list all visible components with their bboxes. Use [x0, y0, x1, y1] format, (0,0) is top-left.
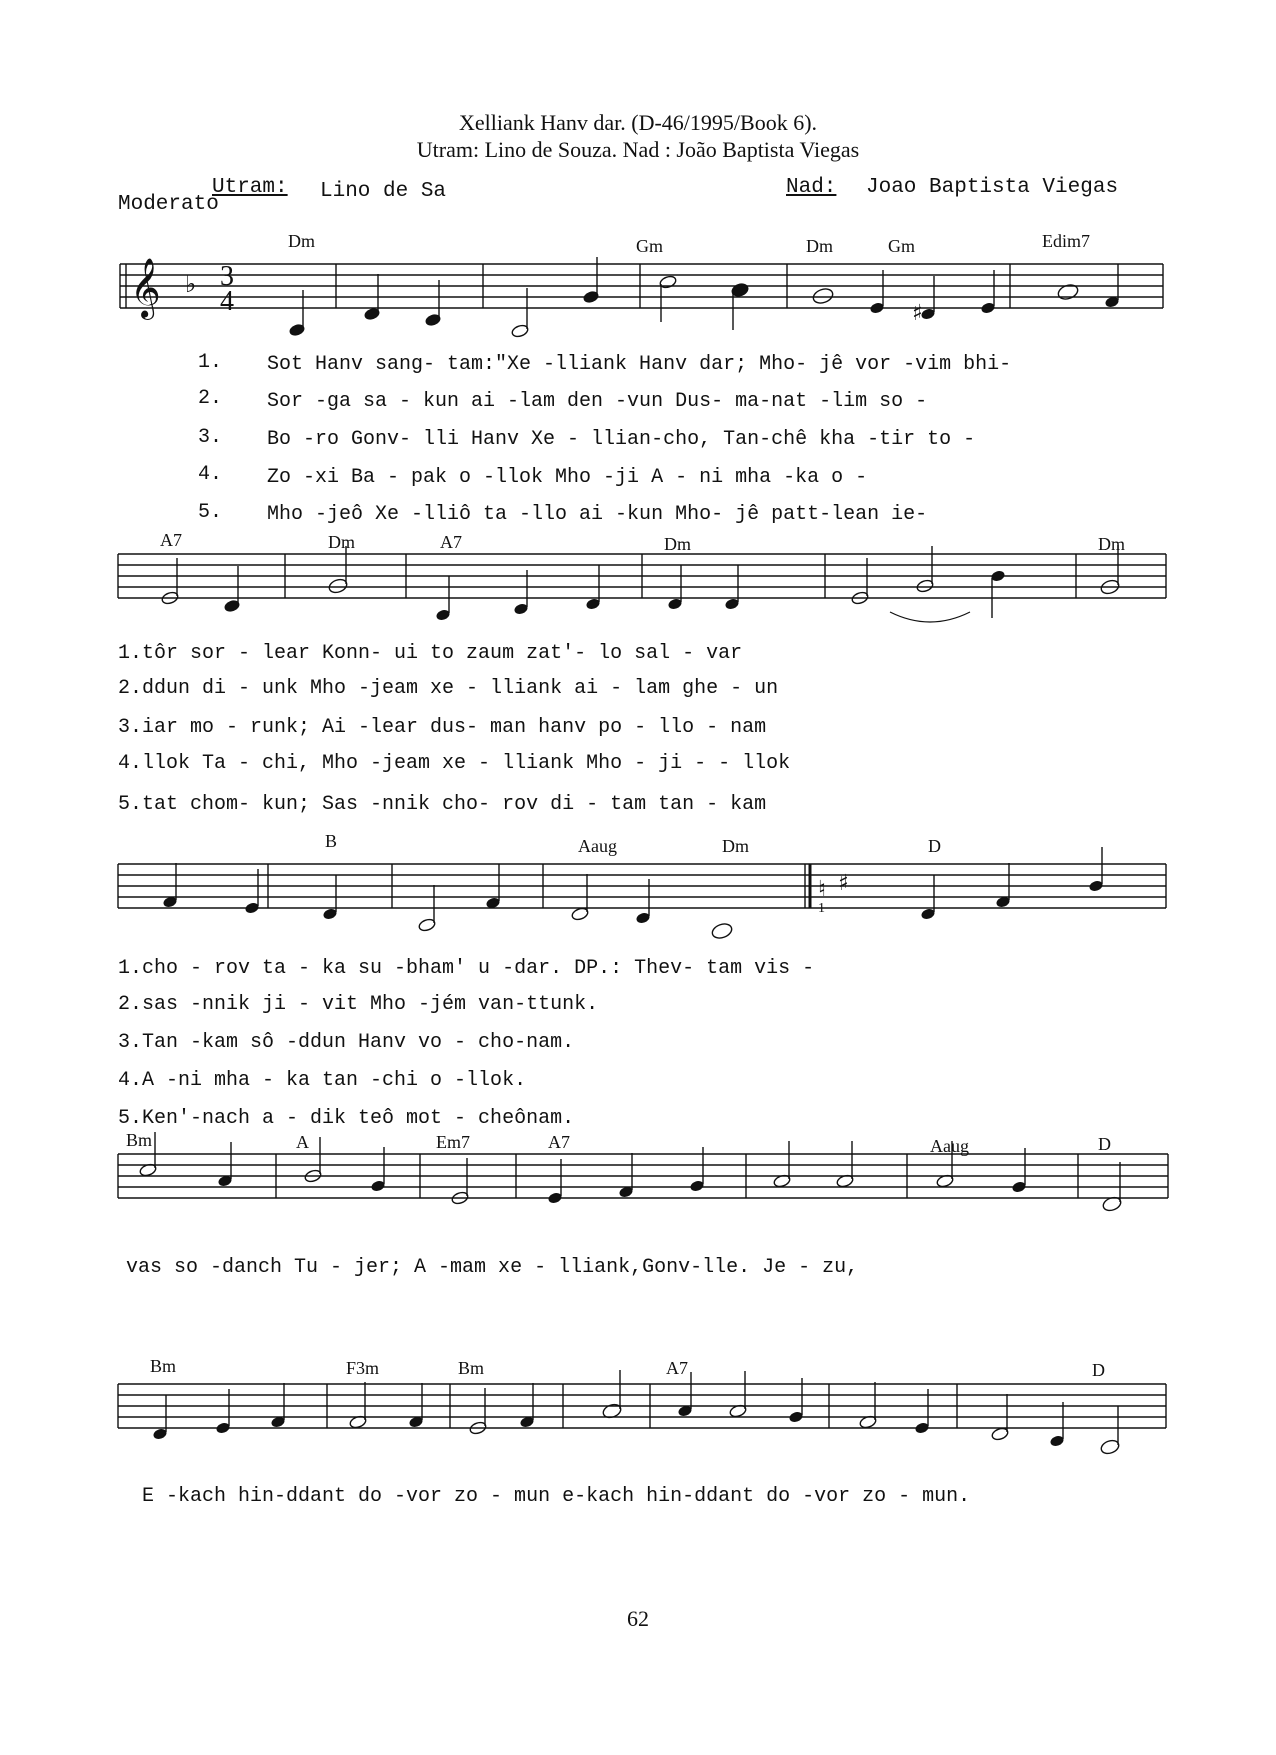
chord: A7 [666, 1358, 688, 1378]
lyric-line: Bo -ro Gonv- lli Hanv Xe - llian-cho, Tan-chê kha -tir to - [267, 428, 976, 451]
chord: Dm [806, 236, 833, 256]
chord: D [1092, 1360, 1105, 1380]
music-staff-5 [0, 1370, 1276, 1480]
nad-label: Nad: [786, 176, 837, 199]
chord: Dm [1098, 534, 1125, 554]
chord: F3m [346, 1358, 380, 1378]
tie-icon [890, 612, 970, 622]
time-signature-top: 3 [220, 261, 234, 292]
chord: Gm [888, 236, 915, 256]
lyric-line: Sot Hanv sang- tam:"Xe -lliank Hanv dar; Mho- jê vor -vim bhi- [267, 353, 1012, 376]
music-staff-1 [0, 250, 1276, 360]
chord: Dm [328, 532, 355, 552]
music-staff-2 [0, 540, 1276, 640]
lyric-line: 3.iar mo - runk; Ai -lear dus- man hanv po - llo - nam [118, 716, 767, 739]
chord: Dm [664, 534, 691, 554]
lyric-line: 2.ddun di - unk Mho -jeam xe - lliank ai - lam ghe - un [118, 677, 779, 700]
sharp-icon: ♯ [838, 871, 849, 896]
chord: Dm [288, 231, 315, 251]
time-change-icon: 1 [818, 901, 825, 916]
lyric-line: 4.llok Ta - chi, Mho -jeam xe - lliank Mho - ji - - llok [118, 752, 791, 775]
lyric-line: vas so -danch Tu - jer; A -mam xe - lliank,Gonv-lle. Je - zu, [126, 1256, 859, 1279]
lyric-line: Mho -jeô Xe -lliô ta -llo ai -kun Mho- jê patt-lean ie- [267, 503, 928, 526]
utram-label: Utram: [212, 176, 288, 199]
time-signature-bottom: 4 [220, 286, 234, 317]
music-staff-3 [0, 850, 1276, 960]
lyric-line: 5.Ken'-nach a - dik teô mot - cheônam. [118, 1107, 575, 1130]
chord: Bm [126, 1130, 153, 1150]
chord: A7 [160, 530, 182, 550]
page-number: 62 [627, 1606, 649, 1631]
verse-number: 4. [198, 463, 223, 486]
chord: Aaug [930, 1136, 969, 1156]
chord: Bm [150, 1356, 177, 1376]
chord: Gm [636, 236, 663, 256]
chord: D [928, 836, 941, 856]
verse-number: 2. [198, 387, 223, 410]
flat-icon: ♭ [185, 270, 197, 298]
lyric-line: 5.tat chom- kun; Sas -nnik cho- rov di - tam tan - kam [118, 793, 767, 816]
treble-clef-icon: 𝄞 [130, 258, 161, 318]
chord: B [325, 831, 338, 851]
nad-value: Joao Baptista Viegas [866, 176, 1119, 199]
song-title: Xelliank Hanv dar. (D-46/1995/Book 6). [458, 110, 818, 135]
chord: Dm [722, 836, 749, 856]
natural-icon: ♮ [818, 877, 826, 902]
lyric-line: E -kach hin-ddant do -vor zo - mun e-kach hin-ddant do -vor zo - mun. [142, 1485, 971, 1508]
music-staff-4 [0, 1140, 1276, 1240]
chord: D [1098, 1134, 1111, 1154]
utram-value: Lino de Sa [320, 180, 447, 203]
chord: A [296, 1132, 309, 1152]
lyric-line: 3.Tan -kam sô -ddun Hanv vo - cho-nam. [118, 1031, 575, 1054]
chord: Aaug [578, 836, 617, 856]
chord: Bm [458, 1358, 485, 1378]
verse-number: 1. [198, 351, 223, 374]
chord: A7 [548, 1132, 570, 1152]
chord: Edim7 [1042, 231, 1090, 251]
lyric-line: 2.sas -nnik ji - vit Mho -jém van-ttunk. [118, 993, 599, 1016]
lyric-line: Zo -xi Ba - pak o -llok Mho -ji A - ni mha -ka o - [267, 466, 868, 489]
lyric-line: 4.A -ni mha - ka tan -chi o -llok. [118, 1069, 527, 1092]
chord: Em7 [436, 1132, 470, 1152]
lyric-line: 1.tôr sor - lear Konn- ui to zaum zat'- lo sal - var [118, 642, 743, 665]
lyric-line: 1.cho - rov ta - ka su -bham' u -dar. DP.: Thev- tam vis - [118, 957, 815, 980]
sharp-icon: ♯ [912, 301, 923, 326]
verse-number: 3. [198, 426, 223, 449]
tempo-marking: Moderato [118, 193, 219, 216]
song-credits: Utram: Lino de Souza. Nad : João Baptista Viegas [416, 137, 860, 162]
lyric-line: Sor -ga sa - kun ai -lam den -vun Dus- ma-nat -lim so - [267, 390, 928, 413]
chord: A7 [440, 532, 462, 552]
verse-number: 5. [198, 501, 223, 524]
